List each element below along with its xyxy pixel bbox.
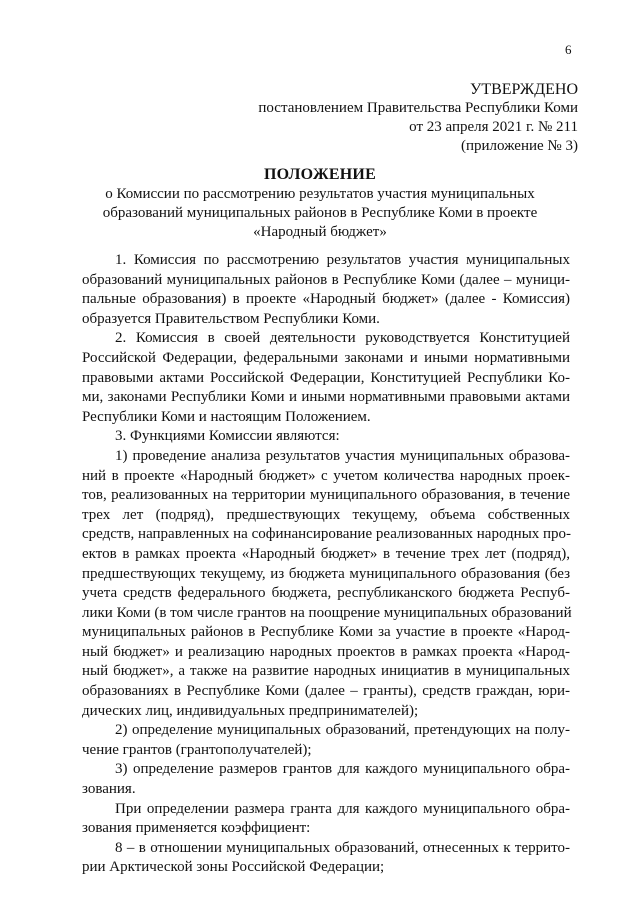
approval-appendix-line: (приложение № 3) [460, 138, 578, 154]
body-text-line: правовыми актами Российской Федерации, Конституцией Республики Ко- [82, 369, 570, 386]
document-title: ПОЛОЖЕНИЕ [264, 166, 376, 183]
approval-stamp [178, 80, 578, 156]
body-text-line: 1) проведение анализа результатов участия муниципальных образова- [115, 447, 570, 464]
body-text-line: лики Коми (в том числе грантов на поощрение муниципальных образований [82, 604, 572, 621]
body-text-line: 8 – в отношении муниципальных образований, отнесенных к террито- [115, 839, 570, 856]
subtitle-line: «Народный бюджет» [253, 224, 387, 240]
body-text-line: 3) определение размеров грантов для каждого муниципального обра- [115, 761, 570, 778]
body-text-line: образованиях в Республике Коми (далее – гранты), средств граждан, юри- [82, 683, 570, 700]
body-text-line: муниципальных районов в Республике Коми за участие в проекте «Народ- [82, 624, 570, 641]
title-block [70, 165, 570, 242]
approval-date-line: от 23 апреля 2021 г. № 211 [409, 119, 578, 135]
body-text-line: ный бюджет», а также на развитие народных инициатив в муниципальных [82, 663, 570, 680]
approved-label: УТВЕРЖДЕНО [469, 81, 578, 98]
body-text-line: трех лет (подряд), предшествующих текущему, объема собственных [82, 506, 570, 523]
body-text-line: 2) определение муниципальных образований, претендующих на полу- [115, 722, 570, 739]
body-text-line: учета средств федерального бюджета, республиканского бюджета Респуб- [82, 585, 570, 602]
body-text-line: предшествующих текущему, из бюджета муниципального образования (без [82, 565, 570, 582]
body-text-line: образуется Правительством Республики Коми. [82, 310, 380, 327]
body-text-line: ный бюджет» и реализацию народных проектов в рамках проекта «Народ- [82, 643, 570, 660]
body-text-line: зования применяется коэффициент: [82, 820, 311, 837]
body-text-line: Республики Коми и настоящим Положением. [82, 408, 371, 425]
page-number: 6 [565, 42, 572, 57]
body-text-line: зования. [82, 781, 136, 798]
body-text-line: пальные образования) в проекте «Народный бюджет» (далее - Комиссия) [82, 291, 570, 308]
body-text-line: 1. Комиссия по рассмотрению результатов участия муниципальных [115, 252, 570, 268]
body-text-line: образований муниципальных районов в Республике Коми (далее – муници- [82, 271, 570, 288]
body-text-line: 3. Функциями Комиссии являются: [115, 428, 340, 445]
body-text-line: тов, реализованных на территории муниципального образования, в течение [82, 487, 570, 504]
body-text-line: Российской Федерации, федеральными законами и иными нормативными [82, 349, 570, 366]
body-text-line: ми, законами Республики Коми и иными нормативными правовыми актами [82, 389, 570, 406]
document-subtitle [70, 185, 570, 242]
body-text-line: ний в проекте «Народный бюджет» с учетом количества народных проек- [82, 467, 570, 484]
body-text-line: ектов в рамках проекта «Народный бюджет» в течение трех лет (подряд), [82, 545, 570, 562]
body-text-line: дических лиц, индивидуальных предпринимателей); [82, 702, 419, 719]
body-text-line: средств, направленных на софинансирование реализованных народных про- [82, 526, 572, 543]
approval-resolution-line: постановлением Правительства Республики Коми [258, 100, 578, 116]
body-text-line: При определении размера гранта для каждого муниципального обра- [115, 800, 570, 817]
body-text-line: чение грантов (грантополучателей); [82, 741, 312, 758]
subtitle-line: о Комиссии по рассмотрению результатов участия муниципальных [105, 186, 535, 202]
document-body [82, 251, 570, 878]
subtitle-line: образований муниципальных районов в Республике Коми в проекте [102, 205, 538, 221]
body-text-line: 2. Комиссия в своей деятельности руководствуется Конституцией [115, 330, 570, 347]
body-text-line: рии Арктической зоны Российской Федерации; [82, 859, 385, 876]
